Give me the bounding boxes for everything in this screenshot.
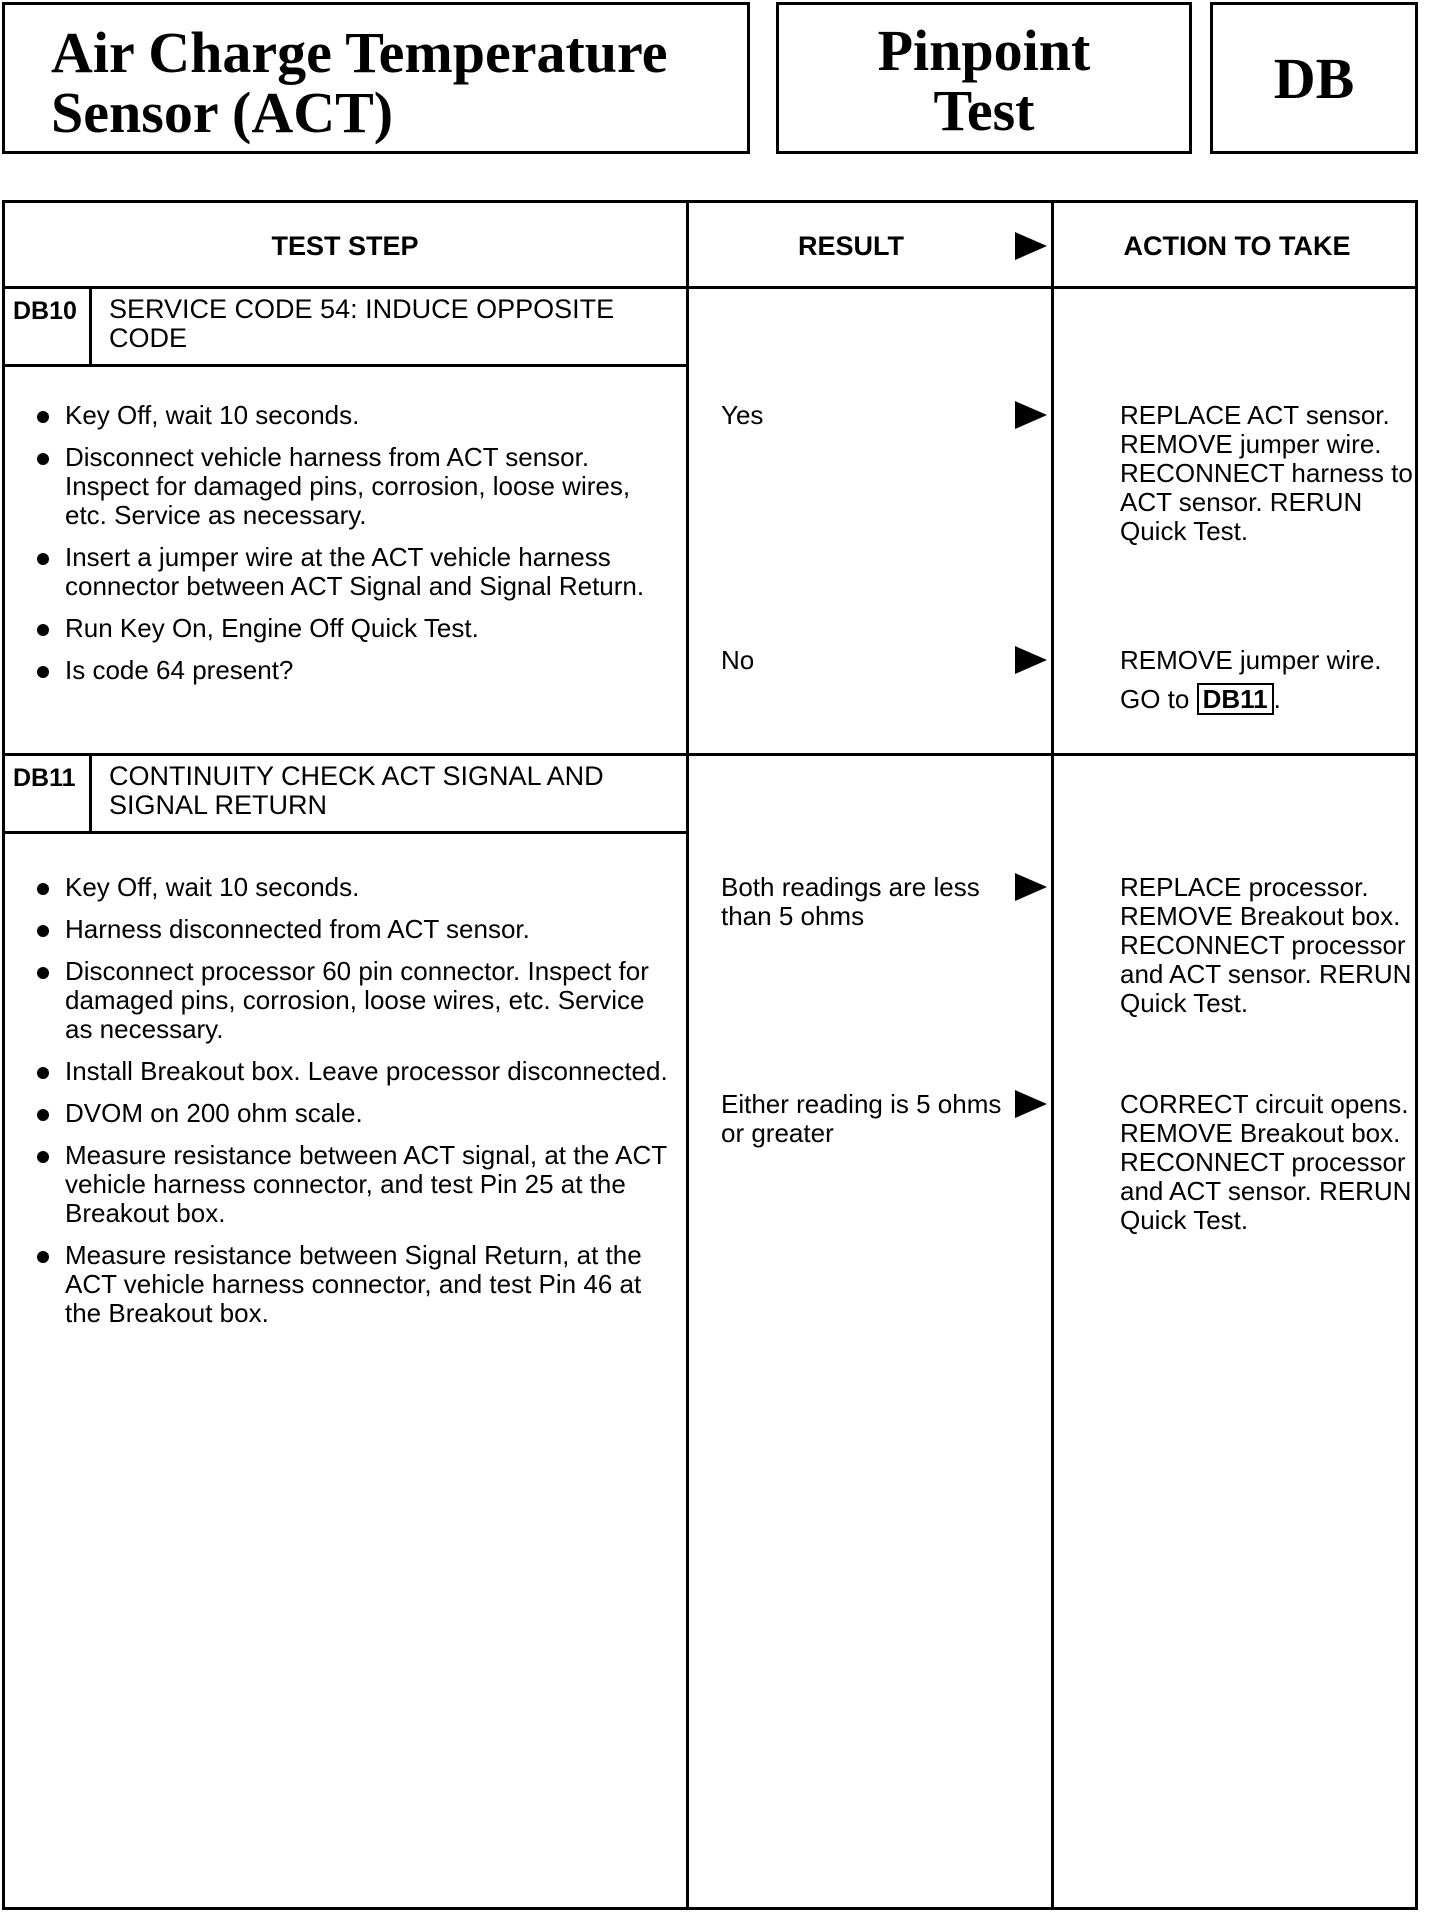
test-type-box [776, 2, 1192, 154]
step-header-db10 [5, 289, 686, 367]
list-item: Is code 64 present? [33, 656, 673, 685]
column-header-result: RESULT [798, 231, 904, 261]
title-line-2: Sensor (ACT) [51, 80, 394, 145]
list-item: Disconnect vehicle harness from ACT sensor. Inspect for damaged pins, corrosion, loose wires, etc. Service as necessary. [33, 443, 673, 530]
step-header-db11 [5, 756, 686, 834]
arrow-right-icon [1015, 401, 1047, 429]
action-db10-yes: REPLACE ACT sensor. REMOVE jumper wire. RECONNECT harness to ACT sensor. RERUN Quick Test. [1120, 400, 1413, 546]
list-item: Measure resistance between ACT signal, at the ACT vehicle harness connector, and test Pin 25 at the Breakout box. [33, 1141, 673, 1228]
column-header-action: ACTION TO TAKE [1123, 231, 1351, 261]
column-divider-action [1051, 203, 1054, 1907]
list-item: DVOM on 200 ohm scale. [33, 1099, 673, 1128]
list-item: Key Off, wait 10 seconds. [33, 401, 673, 430]
title-line-1: Air Charge Temperature [51, 20, 668, 85]
title-box [2, 2, 750, 154]
action-text: REMOVE jumper wire. [1120, 645, 1382, 675]
list-item: Key Off, wait 10 seconds. [33, 873, 673, 902]
step-code: DB10 [5, 289, 92, 364]
arrow-right-icon [1015, 646, 1047, 674]
section-code: DB [1273, 46, 1355, 111]
column-header-test-step: TEST STEP [271, 231, 419, 261]
section-code-box [1210, 2, 1418, 154]
test-type-label [779, 18, 1189, 143]
list-item: Run Key On, Engine Off Quick Test. [33, 614, 673, 643]
step-instructions-db10 [33, 401, 673, 698]
action-db11-pass: REPLACE processor. REMOVE Breakout box. RECONNECT processor and ACT sensor. RERUN Quick Test. [1120, 872, 1412, 1018]
test-type-line-2: Test [933, 78, 1035, 143]
result-db11-fail: Either reading is 5 ohms or greater [721, 1089, 1002, 1148]
list-item: Disconnect processor 60 pin connector. Inspect for damaged pins, corrosion, loose wires, etc. Service as necessary. [33, 957, 673, 1044]
step-code: DB11 [5, 756, 92, 831]
result-db11-pass: Both readings are less than 5 ohms [721, 872, 980, 931]
result-db10-no: No [721, 645, 755, 675]
action-db11-fail: CORRECT circuit opens. REMOVE Breakout box. RECONNECT processor and ACT sensor. RERUN Quick Test. [1120, 1089, 1412, 1235]
arrow-right-icon [1015, 873, 1047, 901]
list-item: Measure resistance between Signal Return, at the ACT vehicle harness connector, and test Pin 46 at the Breakout box. [33, 1241, 673, 1328]
list-item: Install Breakout box. Leave processor disconnected. [33, 1057, 673, 1086]
pinpoint-test-table [2, 200, 1418, 1910]
goto-line [1120, 683, 1420, 715]
list-item: Harness disconnected from ACT sensor. [33, 915, 673, 944]
page-title [51, 20, 668, 145]
arrow-right-icon [1015, 1090, 1047, 1118]
step-reference-db11[interactable]: DB11 [1197, 683, 1274, 715]
list-item: Insert a jumper wire at the ACT vehicle harness connector between ACT Signal and Signal Return. [33, 543, 673, 601]
column-divider-result [686, 203, 689, 1907]
test-type-line-1: Pinpoint [877, 18, 1091, 83]
goto-end: . [1273, 684, 1281, 714]
goto-label: GO to [1120, 684, 1190, 714]
step-title: SERVICE CODE 54: INDUCE OPPOSITE CODE [109, 294, 615, 353]
step-instructions-db11 [33, 873, 673, 1341]
arrow-right-icon [1015, 232, 1047, 260]
action-db10-no [1120, 646, 1420, 715]
result-db10-yes: Yes [721, 400, 764, 430]
step-title: CONTINUITY CHECK ACT SIGNAL AND SIGNAL RETURN [109, 761, 604, 820]
